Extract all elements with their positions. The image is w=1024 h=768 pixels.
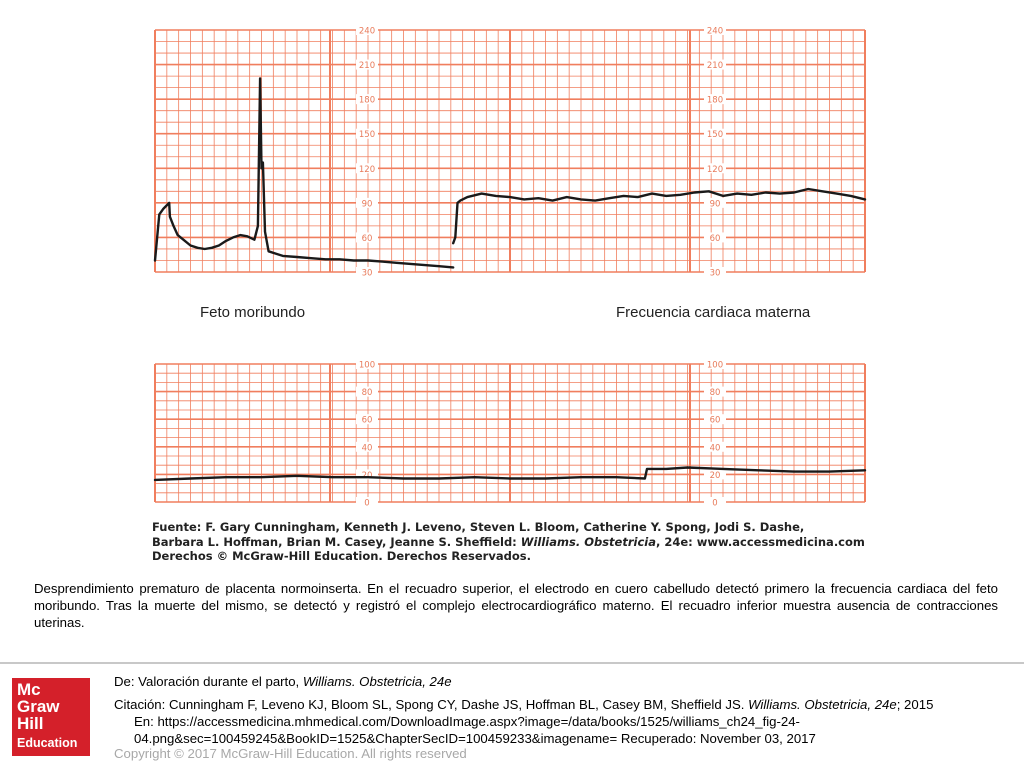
fetal-monitor-figure (150, 20, 870, 565)
citation-book-title: Williams. Obstetricia, 24e (748, 697, 897, 712)
lower-tick-label: 0 (364, 498, 370, 509)
label-feto-moribundo: Feto moribundo (200, 304, 306, 321)
source-url: , 24e: www.accessmedicina.com (655, 534, 865, 549)
from-chapter: De: Valoración durante el parto, (114, 674, 303, 689)
upper-tick-label: 180 (358, 95, 376, 106)
citation-dot: . (740, 697, 749, 712)
lower-tick-label: 40 (361, 443, 373, 454)
upper-tick-label: 150 (706, 130, 724, 141)
lower-tick-label: 100 (706, 360, 724, 371)
lower-tick-label: 80 (709, 388, 721, 399)
figure-caption: Desprendimiento prematuro de placenta normoinserta. En el recuadro superior, el electrodo en cuero cabelludo detectó primero la frecuencia cardiaca del feto moribundo. Tras la muerte del mismo, se detectó y registró el complejo electrocardiográfico materno. El recuadro inferior muestra ausencia de contracciones uterinas. (34, 581, 998, 630)
upper-tick-label: 120 (358, 164, 376, 175)
source-authors: Barbara L. Hoffman, Brian M. Casey, Jeanne S. Sheffield: (152, 534, 521, 549)
upper-tick-label: 240 (358, 26, 376, 37)
logo-text-education: Education (17, 736, 78, 750)
mcgraw-hill-logo (12, 678, 90, 756)
from-book-title: Williams. Obstetricia, 24e (302, 674, 452, 689)
logo-text-mc: Mc (17, 680, 41, 699)
lower-tick-label: 60 (709, 415, 721, 426)
upper-tick-label: 180 (706, 95, 724, 106)
lower-tick-label: 60 (361, 415, 373, 426)
upper-tick-label: 150 (358, 130, 376, 141)
citation (114, 696, 1004, 747)
citation-line-2[interactable]: En: https://accessmedicina.mhmedical.com/DownloadImage.aspx?image=/data/books/1525/williams_ch24_fig-24- (134, 714, 800, 729)
source-line-2 (152, 534, 865, 550)
upper-tick-label: 30 (361, 268, 373, 279)
citation-authors: Citación: Cunningham F, Leveno KJ, Bloom SL, Spong CY, Dashe JS, Hoffman BL, Casey BM, Sheffield JS (114, 697, 741, 712)
upper-tick-label: 210 (706, 61, 724, 72)
citation-line-1 (114, 696, 1004, 713)
source-line-3: Derechos © McGraw-Hill Education. Derechos Reservados. (152, 549, 531, 563)
upper-tick-label: 240 (706, 26, 724, 37)
upper-tick-label: 60 (361, 233, 373, 244)
lower-tick-label: 20 (361, 470, 373, 481)
label-frecuencia-materna: Frecuencia cardiaca materna (616, 304, 811, 321)
footer-divider (0, 662, 1024, 664)
source-book-title: Williams. Obstetricia (520, 534, 656, 549)
lower-tick-label: 100 (358, 360, 376, 371)
citation-line-3[interactable]: 04.png&sec=100459245&BookID=1525&ChapterSecID=100459233&imagename= Recuperado: November 03, 2017 (134, 731, 816, 746)
upper-tick-label: 120 (706, 164, 724, 175)
upper-tick-label: 60 (709, 233, 721, 244)
upper-tick-label: 90 (709, 199, 721, 210)
from-line (114, 674, 452, 689)
upper-tick-label: 210 (358, 61, 376, 72)
upper-tick-label: 30 (709, 268, 721, 279)
lower-tick-label: 80 (361, 388, 373, 399)
source-note (152, 520, 865, 564)
logo-text-hill: Hill (17, 714, 44, 733)
lower-tick-label: 20 (709, 470, 721, 481)
source-line-1: Fuente: F. Gary Cunningham, Kenneth J. Leveno, Steven L. Bloom, Catherine Y. Spong, Jodi S. Dashe, (152, 520, 805, 534)
lower-tick-label: 0 (712, 498, 718, 509)
cardiotocography-strip (150, 20, 870, 565)
citation-year: ; 2015 (896, 697, 934, 712)
upper-tick-label: 90 (361, 199, 373, 210)
copyright-notice: Copyright © 2017 McGraw-Hill Education. All rights reserved (114, 746, 467, 761)
logo-text-graw: Graw (17, 697, 60, 716)
lower-tick-label: 40 (709, 443, 721, 454)
